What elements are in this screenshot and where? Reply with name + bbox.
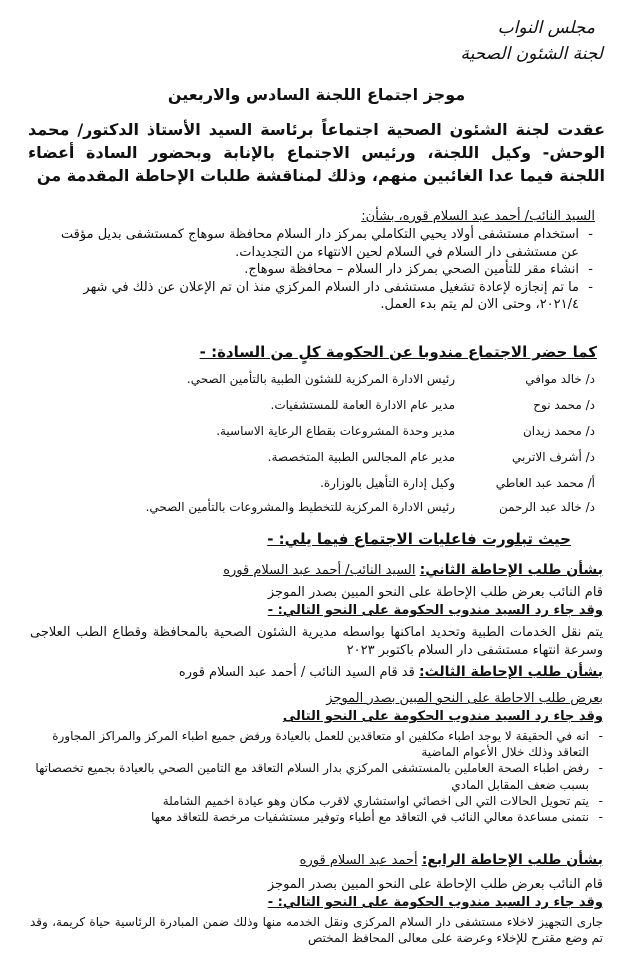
attendee-name: د/ محمد زيدان <box>522 424 595 438</box>
request4-presented: قام النائب بعرض طلب الإحاطة على النحو المبين بصدر الموجز <box>267 877 603 892</box>
attendee-role: رئيس الادارة المركزية للشئون الطبية بالتأمين الصحي. <box>186 372 455 386</box>
page-title: موجز اجتماع اللجنة السادس والاربعين <box>167 85 466 104</box>
request2-reply-text: يتم نقل الخدمات الطبية وتحديد اماكنها بواسطه مديرية الشئون الصحية بالمحافظة وقطاع الطب العلاجى وسرعة انتهاء مستشفى دار السلام باكتوبر ٢٠٢٣ <box>30 625 603 658</box>
parliament-name: مجلس النواب <box>497 18 595 38</box>
committee-name: لجنة الشئون الصحية <box>460 44 603 64</box>
attendees-heading: كما حضر الاجتماع مندوبا عن الحكومة كلٍ من السادة: - <box>199 343 597 361</box>
request2-gov-reply: وقد جاء رد السيد مندوب الحكومة على النحو التالي: - <box>267 603 603 618</box>
attendee-name: د/ خالد عبد الرحمن <box>498 500 595 514</box>
attendee-name: د/ أشرف الاتربي <box>512 450 595 464</box>
request3-label: بشأن طلب الإحاطة الثالث: <box>418 664 603 680</box>
proceedings-heading: حيث تبلورت فاعليات الاجتماع فيما يلي: - <box>267 530 571 548</box>
request4-member: أحمد عبد السلام قوره <box>299 853 418 868</box>
request2-presented: قام النائب بعرض طلب الإحاطة على النحو المبين بصدر الموجز <box>267 585 603 600</box>
attendee-row <box>40 450 595 468</box>
request3-member: قد قام السيد النائب / أحمد عبد السلام قوره <box>178 665 415 680</box>
request4-gov-reply: وقد جاء رد السيد مندوب الحكومة على النحو التالي: - <box>267 895 603 910</box>
request3-gov-reply: وقد جاء رد السيد مندوب الحكومة على النحو التالى <box>282 709 603 724</box>
request3-presented: بعرض طلب الاحاطة على النحو المبين بصدر الموجز <box>326 691 603 706</box>
attendee-role: مدير عام المجالس الطبية المتخصصة. <box>267 450 455 464</box>
requests-member: السيد النائب/ أحمد عبد السلام قوره، بشأن: <box>361 209 595 224</box>
attendee-role: مدير وحدة المشروعات بقطاع الرعاية الاساسية. <box>216 424 455 438</box>
request-item: - ما تم إنجازه لإعادة تشغيل مستشفى دار السلام المركزي منذ ان تم الإعلان عن ذلك في شهر ٢٠٢١/٤، وحتى الان لم يتم بدء العمل. <box>40 279 593 314</box>
attendee-name: د/ محمد نوح <box>533 398 595 412</box>
attendee-row <box>40 500 595 518</box>
attendee-role: وكيل إدارة التأهيل بالوزارة. <box>320 476 455 490</box>
request4-reply-text: جارى التجهيز لاخلاء مستشفى دار السلام المركزى ونقل الخدمه منها وذلك ضمن المبادرة الرئاسية حياة كريمة، وقد تم وضع مقترح للإخلاء وعرضة على معالى المحافظ المختص <box>30 915 603 946</box>
attendee-row <box>40 424 595 442</box>
request2-member: السيد النائب/ أحمد عبد السلام قوره <box>223 563 416 578</box>
attendees-list <box>40 372 595 522</box>
reply-item: - يتم تحويل الحالات التي الى اخصائي اواستشاري لاقرب مكان وهو عيادة اخميم الشاملة <box>28 793 603 809</box>
reply-item: - انه في الحقيقة لا يوجد اطباء مكلفين او متعاقدين للعمل بالعيادة ورفض جميع اطباء المركز والمراكز المجاورة التعاقد وذلك خلال الأعوام الماضية <box>28 728 603 760</box>
request3-header <box>30 664 603 680</box>
attendee-row <box>40 476 595 494</box>
attendee-name: د/ خالد موافي <box>525 372 595 386</box>
attendee-row <box>40 372 595 390</box>
request4-header <box>30 852 603 868</box>
request-item: - انشاء مقر للتأمين الصحي بمركز دار السلام – محافظة سوهاج. <box>40 261 593 279</box>
request4-label: بشأن طلب الإحاطة الرابع: <box>421 852 603 868</box>
request-item: - استخدام مستشفى أولاد يحيي التكاملي بمركز دار السلام محافظة سوهاج كمستشفى بديل مؤقت عن مستشفى دار السلام في السلام لحين الانتهاء من التجديدات. <box>40 226 593 261</box>
intro-paragraph: عقدت لجنة الشئون الصحية اجتماعاً برئاسة السيد الأستاذ الدكتور/ محمد الوحش- وكيل اللجنة، ورئيس الاجتماع بالإنابة وبحضور السادة أعضاء اللجنة فيما عدا الغائبين منهم، وذلك لمناقشة طلبات الإحاطة المقدمة من <box>28 120 605 186</box>
requests-list <box>40 226 593 314</box>
reply-item: - نتمنى مساعدة معالي النائب في التعاقد مع أطباء وتوفير مستشفيات مرخصة للتعاقد معها <box>28 809 603 825</box>
request2-label: بشأن طلب الإحاطة الثاني: <box>419 562 603 578</box>
attendee-role: رئيس الادارة المركزية للتخطيط والمشروعات بالتأمين الصحي. <box>145 500 455 514</box>
attendee-row <box>40 398 595 416</box>
request3-reply-list <box>28 728 603 825</box>
request2-header <box>30 562 603 578</box>
attendee-role: مدير عام الادارة العامة للمستشفيات. <box>270 398 455 412</box>
attendee-name: أ/ محمد عبد العاطي <box>495 476 595 490</box>
reply-item: - رفض اطباء الصحة العاملين بالمستشفى المركزي بدار السلام التعاقد مع التامين الصحي بالعيادة بجميع تخصصاتها بسبب ضعف المقابل المادي <box>28 760 603 792</box>
